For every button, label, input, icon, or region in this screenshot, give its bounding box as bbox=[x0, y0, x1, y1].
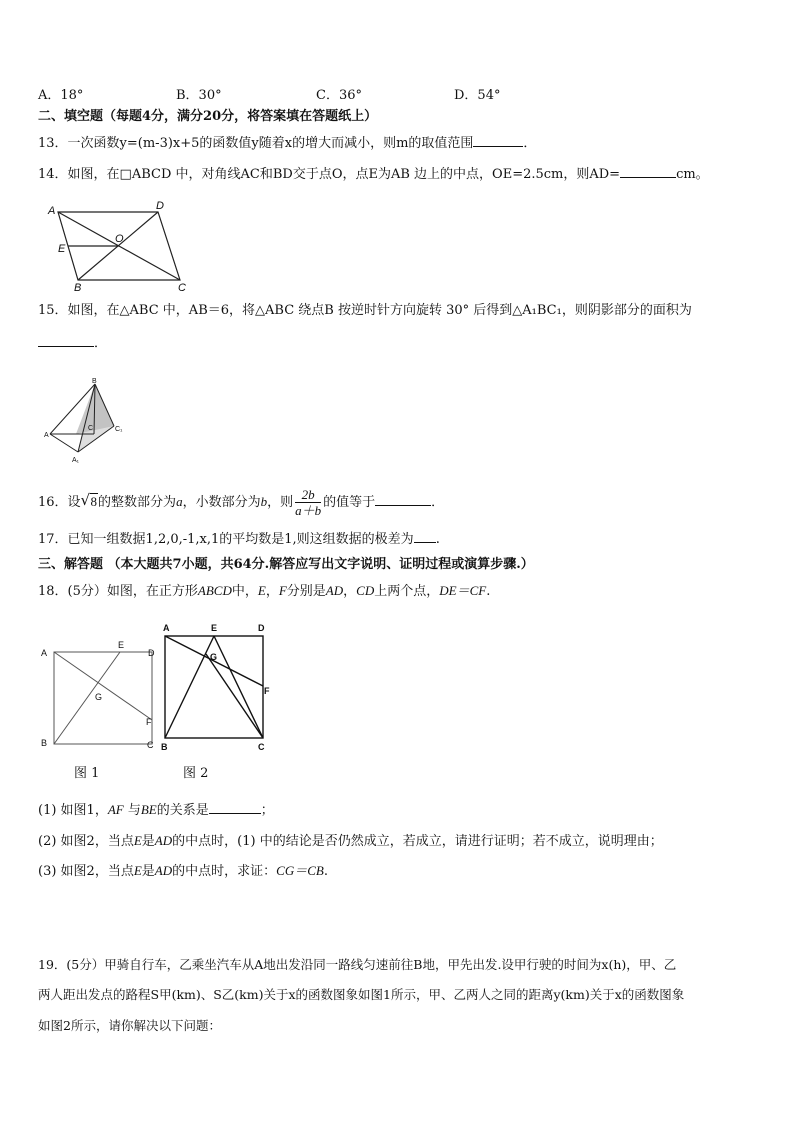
q18-3-tail: . bbox=[323, 864, 328, 879]
q16-mid3: ，则 bbox=[267, 495, 294, 510]
fig2-label-g: G bbox=[210, 652, 218, 662]
sqrt-icon: √ bbox=[80, 491, 91, 509]
section2-heading: 二、填空题（每题4分，满分20分，将答案填在答题纸上） bbox=[38, 109, 378, 124]
q16-var-a: a bbox=[176, 494, 183, 509]
q18 bbox=[38, 582, 490, 601]
q16-numerator: 2b bbox=[295, 487, 321, 503]
q15-tail: ． bbox=[94, 336, 108, 351]
q17-text: 17．已知一组数据1,2,0,-1,x,1的平均数是1,则这组数据的极差为 bbox=[38, 532, 414, 547]
fig14-label-a: A bbox=[48, 205, 56, 217]
q18-2-post: 的中点时，(1) 中的结论是否仍然成立，若成立，请进行证明；若不成立，说明理由； bbox=[172, 834, 663, 849]
q16-fraction bbox=[295, 487, 321, 518]
q18-mid: 中， bbox=[231, 584, 258, 599]
q19-line3: 如图2所示，请你解决以下问题： bbox=[38, 1018, 221, 1033]
figure-14-parallelogram bbox=[40, 196, 200, 292]
q12-option-d: D．54° bbox=[454, 88, 501, 103]
q18-text: 18．(5分）如图，在正方形 bbox=[38, 584, 198, 599]
q18-1-pre: (1) 如图1， bbox=[38, 803, 108, 818]
fig15-label-c1: C₁ bbox=[115, 426, 123, 433]
fig15-label-c: C bbox=[88, 425, 94, 432]
fig1-label-g: G bbox=[95, 692, 103, 702]
fig2-label-e: E bbox=[211, 623, 218, 633]
q18-part1 bbox=[38, 801, 274, 820]
fig1-label-a: A bbox=[41, 648, 48, 658]
q18-1-post: 的关系是 bbox=[156, 803, 209, 818]
q18-2-pre: (2) 如图2，当点 bbox=[38, 834, 134, 849]
fig1-label-e: E bbox=[118, 640, 125, 650]
fig2-label-c: C bbox=[258, 742, 265, 752]
q16-var-b: b bbox=[260, 494, 268, 509]
q14-answer-blank[interactable] bbox=[620, 165, 676, 178]
q19-line1: 19．(5分）甲骑自行车，乙乘坐汽车从A地出发沿同一路线匀速前往B地，甲先出发.设甲行驶的时间为x(h)，甲、乙 bbox=[38, 957, 677, 972]
q14-text: 14．如图，在□ABCD 中，对角线AC和BD交于点O，点E为AB 边上的中点，OE=2.5cm，则AD= bbox=[38, 167, 621, 182]
figure-18-2 bbox=[158, 620, 278, 754]
q18-1-tail: ； bbox=[260, 803, 274, 818]
q18-sep: ， bbox=[265, 584, 279, 599]
q18-3-post: 的中点时，求证： bbox=[172, 864, 277, 879]
q18-f: F bbox=[278, 583, 287, 598]
q18-mid2: 分别是 bbox=[286, 584, 326, 599]
section3-heading: 三、解答题 （本大题共7小题，共64分.解答应写出文字说明、证明过程或演算步骤.） bbox=[38, 557, 534, 572]
q18-ad: AD bbox=[325, 583, 344, 598]
q12-option-c: C．36° bbox=[316, 88, 362, 103]
q18-1-mid: 与 bbox=[123, 803, 141, 818]
q18-3-equation: CG＝CB bbox=[276, 863, 324, 878]
fig15-label-a1: A₁ bbox=[72, 457, 80, 464]
q15-answer-blank[interactable] bbox=[38, 334, 94, 347]
q16-post: 的值等于 bbox=[323, 495, 376, 510]
fig14-label-o: O bbox=[115, 233, 124, 245]
q18-1-be: BE bbox=[140, 802, 157, 817]
q18-cd: CD bbox=[356, 583, 375, 598]
fig14-label-e: E bbox=[58, 243, 66, 255]
q18-3-mid: 是 bbox=[141, 864, 155, 879]
fig1-label-d: D bbox=[148, 648, 155, 658]
q17-tail: . bbox=[435, 532, 440, 547]
q15 bbox=[38, 302, 692, 320]
q15-answer-line bbox=[38, 334, 107, 353]
figure-15-rotation bbox=[42, 376, 132, 466]
q19-line2: 两人距出发点的路程S甲(km)、S乙(km)关于x的函数图象如图1所示，甲、乙两人之同的距离y(km)关于x的函数图象 bbox=[38, 987, 685, 1002]
q18-sep2: ， bbox=[343, 584, 357, 599]
q13-tail: ． bbox=[523, 136, 537, 151]
q17 bbox=[38, 530, 440, 549]
fig15-label-a: A bbox=[44, 432, 49, 439]
q18-1-af: AF bbox=[107, 802, 124, 817]
q18-2-mid: 是 bbox=[141, 834, 155, 849]
q18-part2 bbox=[38, 832, 663, 851]
fig14-label-c: C bbox=[178, 282, 186, 292]
q13-text: 13．一次函数y=(m-3)x+5的函数值y随着x的增大而减小，则m的取值范围 bbox=[38, 136, 474, 151]
fig2-label-a: A bbox=[163, 623, 170, 633]
q12-option-b: B．30° bbox=[176, 88, 222, 103]
q18-2-e: E bbox=[133, 833, 142, 848]
fig14-label-b: B bbox=[74, 282, 82, 292]
q18-e: E bbox=[257, 583, 266, 598]
q18-tail: . bbox=[486, 584, 491, 599]
q18-mid3: 上两个点， bbox=[374, 584, 440, 599]
q18-2-ad: AD bbox=[154, 833, 173, 848]
figure-18-1 bbox=[38, 638, 164, 752]
fig1-label-b: B bbox=[41, 738, 48, 748]
q12-option-a: A．18° bbox=[38, 88, 84, 103]
fig1-label-f: F bbox=[146, 717, 152, 727]
fig2-label-d: D bbox=[258, 623, 265, 633]
fig2-label-b: B bbox=[161, 742, 168, 752]
q16-sqrt bbox=[81, 487, 99, 518]
figure-1-caption: 图 1 bbox=[74, 766, 100, 781]
q15-text: 15．如图，在△ABC 中，AB＝6，将△ABC 绕点B 按逆时针方向旋转 30° 后得到△A₁BC₁，则阴影部分的面积为 bbox=[38, 303, 692, 318]
fig15-label-b: B bbox=[92, 378, 97, 385]
q18-3-e: E bbox=[133, 863, 142, 878]
q18-square: ABCD bbox=[197, 583, 232, 598]
q16-mid2: ，小数部分为 bbox=[182, 495, 261, 510]
q18-1-answer-blank[interactable] bbox=[209, 801, 261, 814]
q13 bbox=[38, 134, 536, 153]
figure-2-caption: 图 2 bbox=[183, 766, 209, 781]
q16-denominator: a＋b bbox=[295, 503, 322, 518]
q13-answer-blank[interactable] bbox=[473, 134, 523, 147]
q18-3-ad: AD bbox=[154, 863, 173, 878]
fig14-label-d: D bbox=[156, 200, 164, 212]
q16-tail: ． bbox=[431, 495, 445, 510]
q16-sqrt-value: 8 bbox=[90, 494, 98, 509]
fig2-label-f: F bbox=[264, 686, 270, 696]
q18-equation: DE＝CF bbox=[439, 583, 487, 598]
q16-answer-blank[interactable] bbox=[375, 493, 431, 506]
q16-pre: 16．设 bbox=[38, 495, 81, 510]
q14-unit: cm。 bbox=[676, 167, 709, 182]
q16 bbox=[38, 487, 444, 518]
fig1-label-c: C bbox=[147, 740, 154, 750]
q16-mid1: 的整数部分为 bbox=[98, 495, 177, 510]
q17-answer-blank[interactable] bbox=[414, 530, 436, 543]
q14 bbox=[38, 165, 709, 184]
q18-3-pre: (3) 如图2，当点 bbox=[38, 864, 134, 879]
q18-part3 bbox=[38, 862, 328, 881]
